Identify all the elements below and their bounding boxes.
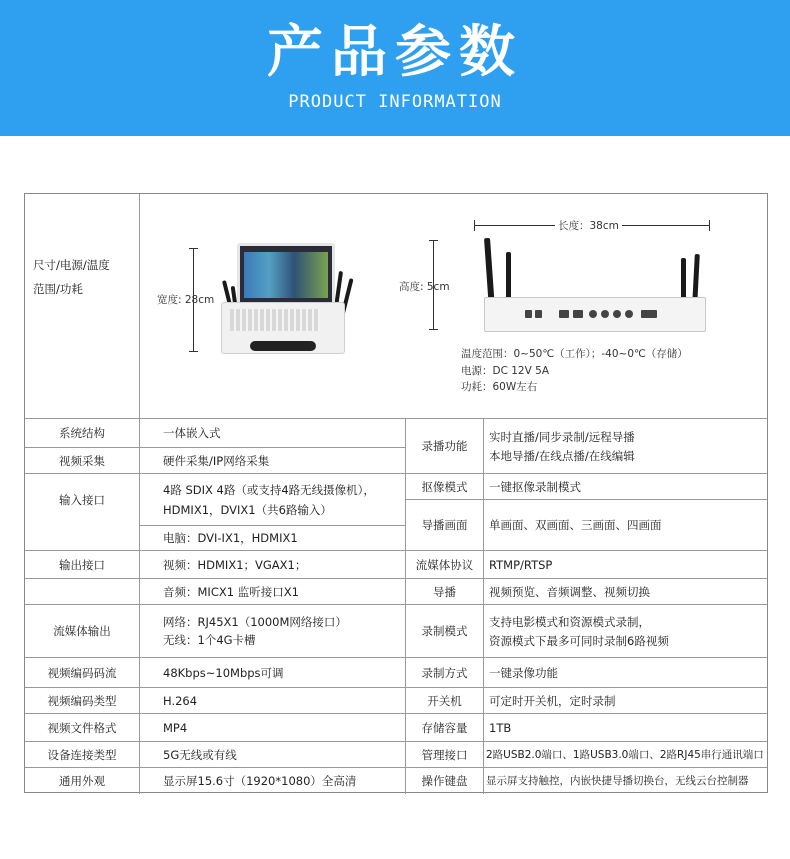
- label-appearance: 通用外观: [59, 774, 105, 788]
- value-pc-input: 电脑：DVI-IX1，HDMIX1: [163, 531, 298, 545]
- label-connection: 设备连接类型: [47, 747, 117, 762]
- height-label: 高度: 5cm: [399, 281, 450, 293]
- label-power-switch: 开关机: [427, 693, 462, 708]
- banner-subtitle: PRODUCT INFORMATION: [288, 92, 502, 112]
- label-bitrate: 视频编码码流: [47, 665, 117, 680]
- laptop-body: [221, 302, 345, 354]
- value-capture: 硬件采集/IP网络采集: [163, 453, 270, 468]
- temp-range: 温度范围：0~50℃（工作）；-40~0℃（存储）: [461, 348, 688, 360]
- device-label-line2: 范围/功耗: [33, 282, 83, 296]
- value-record-mode: [483, 605, 773, 657]
- label-capture: 视频采集: [59, 453, 105, 468]
- label-format: 视频文件格式: [47, 720, 117, 735]
- label-record-mode: 录制模式: [421, 624, 468, 638]
- device-label-line1: 尺寸/电源/温度: [33, 258, 110, 272]
- banner-title: 产品参数: [267, 20, 523, 85]
- device-label: [33, 252, 133, 302]
- value-stream-out-line1: 网络：RJ45X1（1000M网络接口）: [163, 615, 347, 629]
- value-input-line1: 4路 SDIX 4路（或支持4路无线摄像机），: [163, 482, 375, 497]
- value-record-method: 一键录像功能: [489, 665, 558, 680]
- value-directing: 视频预览、音频调整、视频切换: [489, 584, 650, 599]
- label-directing: 导播: [433, 584, 456, 599]
- value-audio-output: 音频：MICX1 监听接口X1: [163, 584, 299, 599]
- value-keying: 一键抠像录制模式: [489, 479, 581, 494]
- value-connection: 5G无线或有线: [163, 747, 237, 762]
- handle-icon: [250, 341, 316, 351]
- value-storage: 1TB: [489, 720, 512, 735]
- value-screens: 单画面、双画面、三画面、四画面: [489, 518, 662, 532]
- label-recording: 录播功能: [421, 439, 468, 453]
- label-output: 输出接口: [59, 557, 105, 572]
- label-ports: 管理接口: [421, 747, 468, 762]
- spec-table: [24, 193, 768, 793]
- label-record-method: 录制方式: [421, 665, 468, 680]
- label-input: 输入接口: [59, 492, 105, 507]
- value-input-line2: HDMIX1，DVIX1（共6路输入）: [163, 502, 332, 517]
- width-label: 宽度: 28cm: [157, 294, 215, 306]
- power-supply: 电源：DC 12V 5A: [461, 365, 549, 377]
- value-codec: H.264: [163, 693, 198, 708]
- label-keying: 抠像模式: [421, 479, 468, 494]
- label-system: 系统结构: [59, 426, 105, 440]
- label-protocol: 流媒体协议: [415, 557, 474, 572]
- value-recording: [483, 419, 773, 473]
- value-video-output: 视频：HDMIX1；VGAX1；: [163, 557, 307, 572]
- device-illustration: [139, 194, 767, 418]
- value-recording-line2: 本地导播/在线点播/在线编辑: [489, 448, 635, 463]
- value-stream-out-line2: 无线：1个4G卡槽: [163, 633, 256, 647]
- device-box: [484, 297, 706, 332]
- label-storage: 存储容量: [421, 720, 468, 735]
- value-recording-line1: 实时直播/同步录制/远程导播: [489, 429, 635, 444]
- value-format: MP4: [163, 720, 188, 735]
- length-label: 长度：38cm: [555, 218, 622, 233]
- value-input: [157, 474, 411, 525]
- label-codec: 视频编码类型: [47, 693, 117, 708]
- value-stream-out: [157, 605, 411, 657]
- power-consumption: 功耗：60W左右: [461, 381, 538, 393]
- header-banner: [0, 0, 790, 136]
- value-record-mode-line1: 支持电影模式和资源模式录制，: [489, 614, 650, 629]
- value-appearance: 显示屏15.6寸（1920*1080）全高清: [163, 774, 357, 788]
- label-stream-out: 流媒体输出: [53, 624, 111, 638]
- label-screens: 导播画面: [421, 518, 468, 532]
- laptop-screen: [237, 243, 335, 307]
- value-keyboard: 显示屏支持触控，内嵌快捷导播切换台，无线云台控制器: [486, 775, 749, 787]
- value-protocol: RTMP/RTSP: [489, 557, 553, 572]
- label-keyboard: 操作键盘: [421, 774, 468, 788]
- value-record-mode-line2: 资源模式下最多可同时录制6路视频: [489, 633, 669, 648]
- value-system: 一体嵌入式: [163, 426, 221, 440]
- value-bitrate: 48Kbps~10Mbps可调: [163, 665, 284, 680]
- value-ports: 2路USB2.0端口、1路USB3.0端口、2路RJ45串行通讯端口: [486, 748, 764, 761]
- value-power-switch: 可定时开关机，定时录制: [489, 693, 616, 708]
